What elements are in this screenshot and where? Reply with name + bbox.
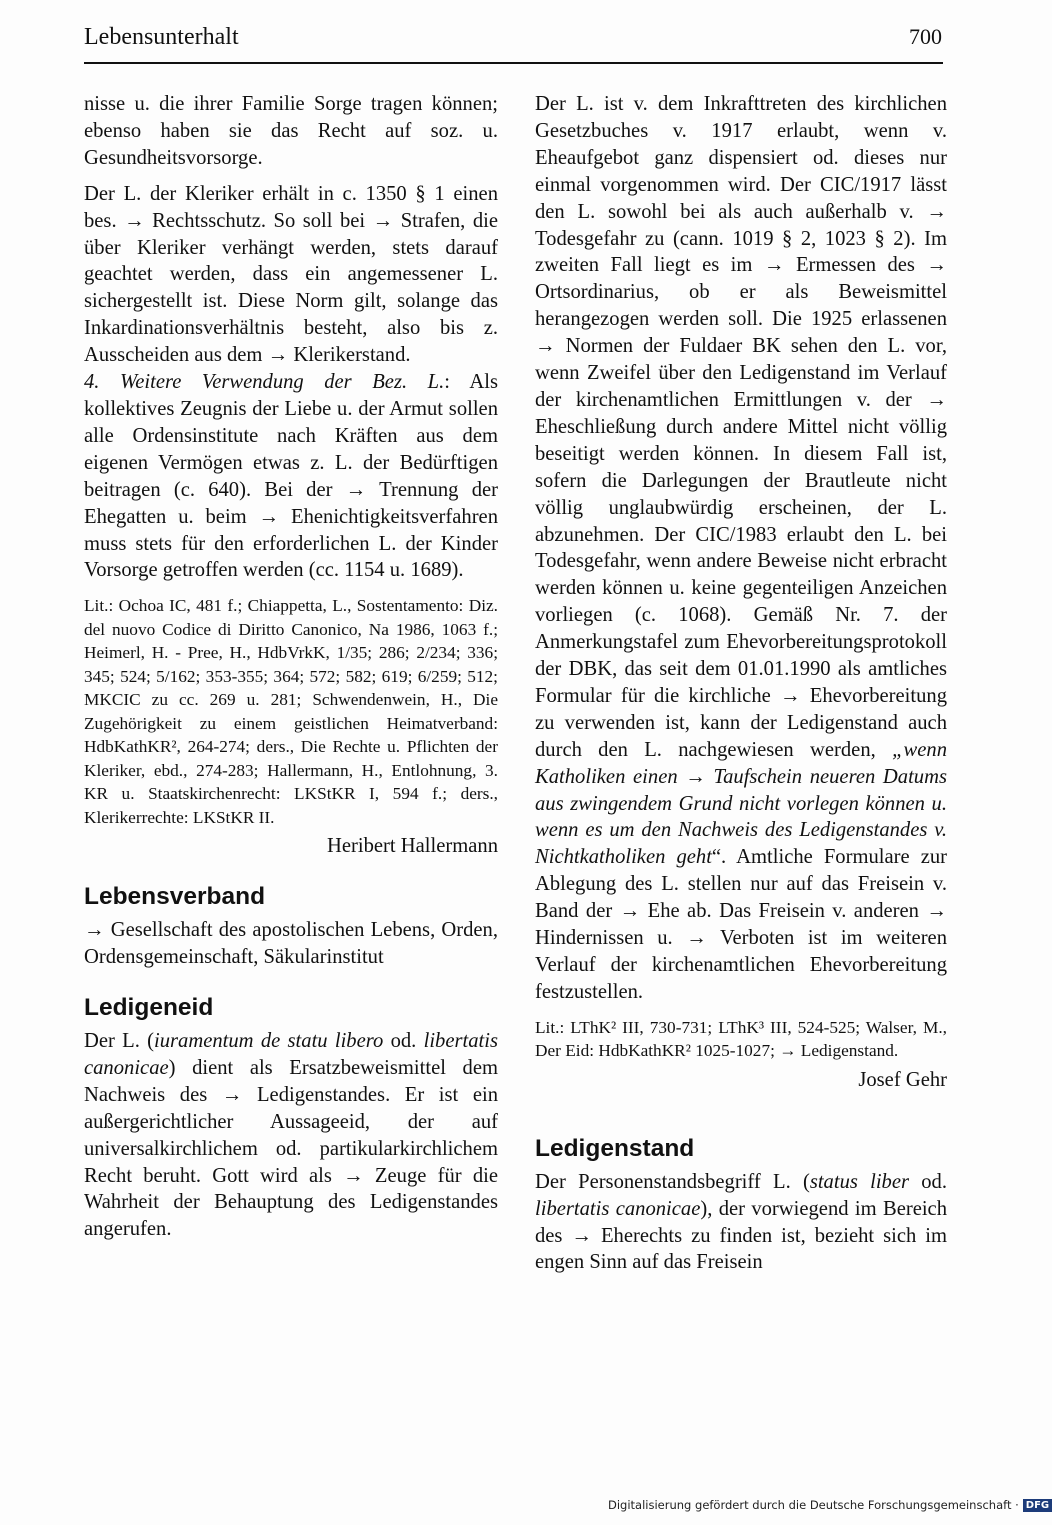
lemma-ledigeneid: Ledigeneid xyxy=(84,994,214,1022)
page-header xyxy=(84,18,944,64)
paragraph-lebensverband: → Gesellschaft des apostolischen Lebens, Orden, Ordensgemeinschaft, Säkularinstitut xyxy=(84,919,498,969)
lemma-ledigenstand: Ledigenstand xyxy=(535,1134,695,1162)
paragraph-kleriker: Der L. der Kleriker erhält in c. 1350 § 1 einen bes. → Rechtsschutz. So soll bei → Strafen, die über Kleriker verhängt werden, stets darauf geachtet werden, dass ein angemessener L. sichergestellt ist. Diese Norm gilt, solange das Inkardinationsverhältnis besteht, also bis z. Ausscheiden aus dem → Klerikerstand. xyxy=(84,182,498,367)
paragraph-familie: nisse u. die ihrer Familie Sorge tragen können; ebenso haben sie das Recht auf soz. u. Gesundheitsvorsorge. xyxy=(84,93,498,169)
ledigeneid-text-b: od. xyxy=(383,1030,424,1053)
ledigeneid-text-a: Der L. ( xyxy=(84,1030,155,1053)
paragraph-ledigeneid-history xyxy=(535,91,947,1006)
left-column xyxy=(84,91,498,1243)
right-column xyxy=(535,91,947,1276)
ledigenstand-text-c: ), der vorwiegend im Bereich des → Eherechts zu finden ist, bezieht sich im engen Sinn auf das Freisein xyxy=(535,1197,947,1274)
ledigenstand-text-b: od. xyxy=(909,1170,947,1193)
author-hallermann: Heribert Hallermann xyxy=(327,835,498,858)
digitization-footer xyxy=(608,1498,1052,1512)
ledigeneid-term-latin-2: libertatis canonicae xyxy=(84,1030,498,1079)
ledigeneid-history-end: “. Amtliche Formulare zur Ablegung des L. stellen nur auf das Freisein v. Band der → Ehe ab. Das Freisein v. anderen → Hindernissen u. → Verboten ist im weiteren Verlauf der kirchenamtlichen Ehevorbereitung festzustellen. xyxy=(535,846,947,1003)
paragraph-weitere-verwendung xyxy=(84,369,498,584)
page-number: 700 xyxy=(909,24,942,49)
ledigeneid-text-c: ) dient als Ersatzbeweismittel dem Nachweis des → Ledigenstandes. Er ist ein außergerichtlicher Aussageeid, der auf universalkirchlichem od. partikularkirchlichem Recht beruht. Gott wird als → Zeuge für die Wahrheit der Behauptung des Ledigenstandes angerufen. xyxy=(84,1056,498,1241)
section-heading-weitere-verwendung: 4. Weitere Verwendung der Bez. L. xyxy=(84,371,445,394)
ledigenstand-term-latin-2: libertatis canonicae xyxy=(535,1197,701,1220)
author-gehr: Josef Gehr xyxy=(858,1068,947,1091)
paragraph-ledigenstand xyxy=(535,1169,947,1277)
dfg-logo: DFG xyxy=(1023,1499,1052,1512)
literature-gehr: Lit.: LThK² III, 730-731; LThK³ III, 524-525; Walser, M., Der Eid: HdbKathKR² 1025-1027; → Ledigenstand. xyxy=(535,1017,947,1061)
header-rule xyxy=(84,62,943,64)
literature-hallermann: Lit.: Ochoa IC, 481 f.; Chiappetta, L., Sostentamento: Diz. del nuovo Codice di Diritto Canonico, Na 1986, 1063 f.; Heimerl, H. - Pree, H., HdbVrkK, 1/35; 286; 2/234; 336; 345; 524; 5/162; 353-355; 364; 572; 582; 619; 6/259; 512; MKCIC zu cc. 269 u. 281; Schwendenwein, H., Die Zugehörigkeit zu einem geistlichen Heimatverband: HdbKathKR², 264-274; ders., Die Rechte u. Pflichten der Kleriker, ebd., 274-283; Hallermann, H., Entlohnung, 3. KR u. Staatskirchenrecht: LKStKR I, 594 f.; ders., Klerikerrechte: LKStKR II. xyxy=(84,596,498,827)
ledigeneid-term-latin: iuramentum de statu libero xyxy=(154,1030,384,1053)
ledigeneid-quote: „wenn Katholiken einen → Taufschein neueren Datums aus zwingendem Grund nicht vorlegen können u. wenn es um den Nachweis des Ledigenstandes v. Nichtkatholiken geht xyxy=(535,738,947,869)
ledigenstand-text-a: Der Personenstandsbegriff L. ( xyxy=(535,1170,810,1193)
paragraph-ledigeneid xyxy=(84,1028,498,1243)
ledigeneid-history-text: Der L. ist v. dem Inkrafttreten des kirchlichen Gesetzbuches v. 1917 erlaubt, wenn v. Eheaufgebot ganz dispensiert od. dieses nur einmal vorgenommen wird. Der CIC/1917 lässt den L. sowohl bei als auch außerhalb v. → Todesgefahr zu (cann. 1019 § 2, 1023 § 2). Im zweiten Fall liegt es im → Ermessen des → Ortsordinarius, ob er als Beweismittel herangezogen werden soll. Die 1925 erlassenen → Normen der Fuldaer BK sehen den L. vor, wenn Zweifel über den Ledigenstand im Verlauf der kirchenamtlichen Ermittlungen v. der → Eheschließung durch andere Mittel nicht völlig beseitigt werden können. In diesem Fall ist, sofern die Darlegungen der Brautleute nicht völlig unglaubwürdig erscheinen, der L. abzunehmen. Der CIC/1983 erlaubt den L. bei Todesgefahr, wenn andere Beweise nicht erbracht werden können u. keine gegenteiligen Anzeichen vorliegen (c. 1068). Gemäß Nr. 7. der Anmerkungstafel zum Ehevorbereitungsprotokoll der DBK, das seit dem 01.01.1990 als amtliches Formular für die kirchliche → Ehevorbereitung zu verwenden ist, kann der Ledigenstand auch durch den L. nachgewiesen werden, xyxy=(535,93,947,761)
footer-text: Digitalisierung gefördert durch die Deutsche Forschungsgemeinschaft · xyxy=(608,1498,1019,1512)
running-title: Lebensunterhalt xyxy=(84,24,239,50)
section-text-weitere-verwendung: : Als kollektives Zeugnis der Liebe u. der Armut sollen alle Ordensinstitute nach Kräften aus dem eigenen Vermögen etwas z. L. der Bedürftigen beitragen (c. 640). Bei der → Trennung der Ehegatten u. beim → Ehenichtigkeitsverfahren muss stets für den erforderlichen L. der Kinder Vorsorge getroffen werden (cc. 1154 u. 1689). xyxy=(84,371,498,582)
ledigenstand-term-latin: status liber xyxy=(809,1170,910,1193)
lemma-lebensverband: Lebensverband xyxy=(84,883,266,911)
